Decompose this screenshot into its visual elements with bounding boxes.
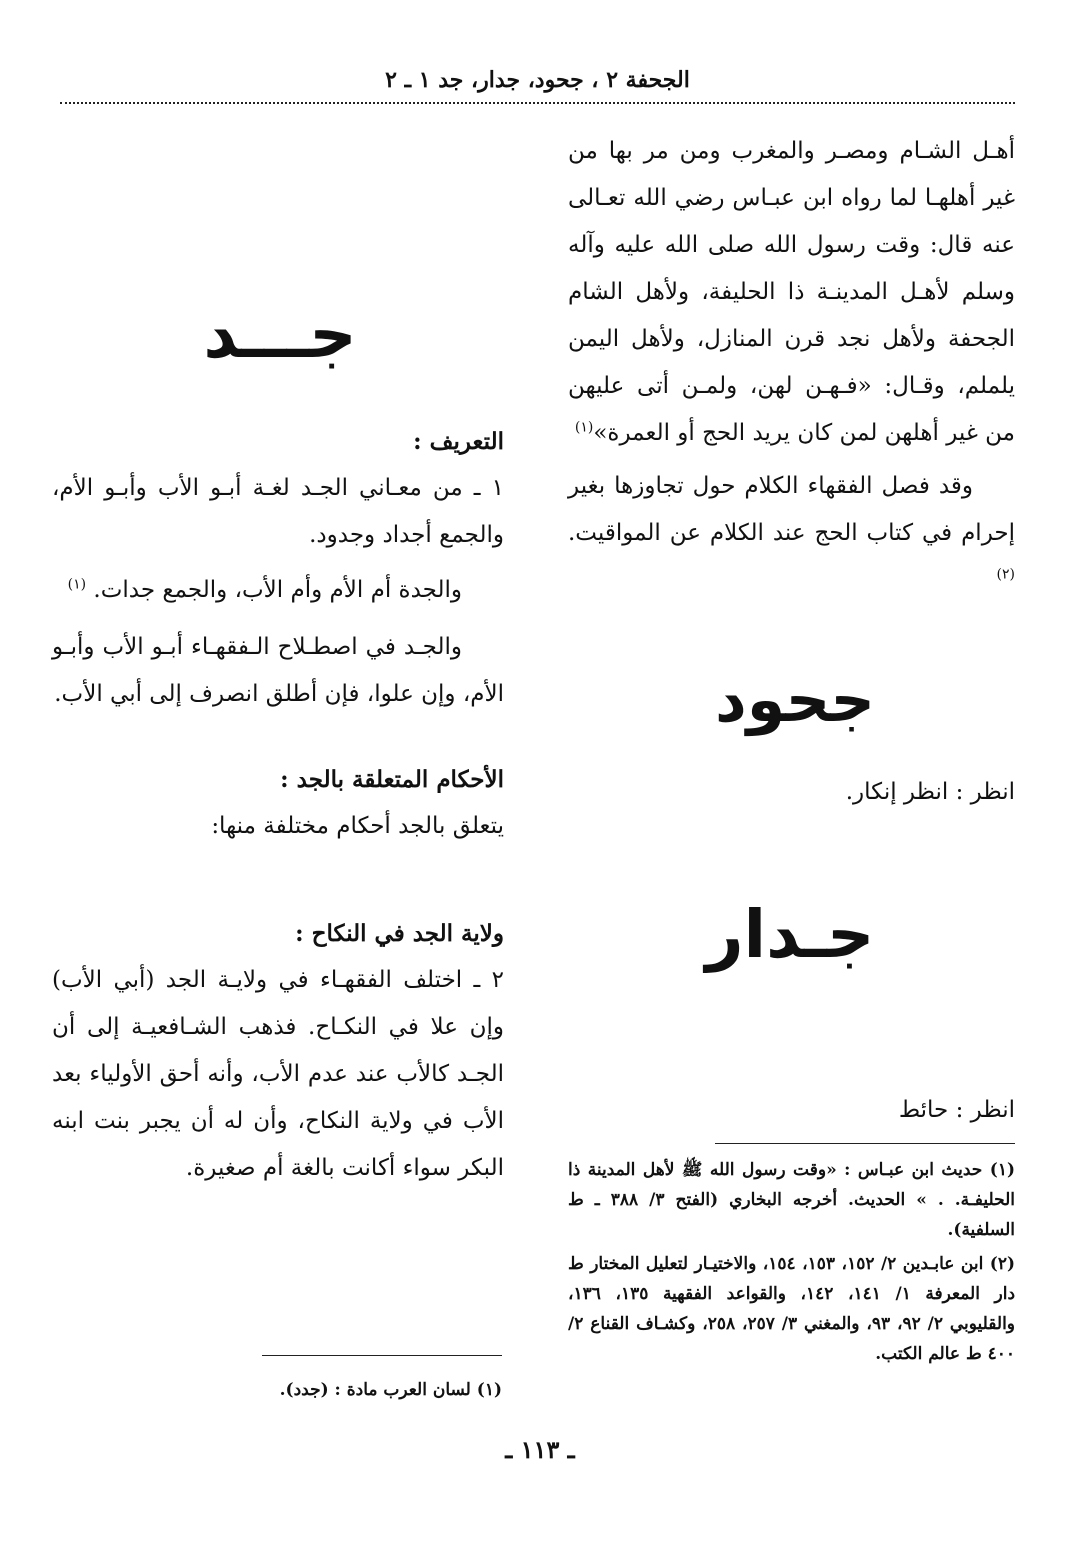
footnotes-left <box>262 1375 502 1409</box>
definition-paragraph-1: ١ ـ من معـاني الجـد لغـة أبـو الأب وأبـو الأم، والجمع أجداد وجدود. <box>52 475 504 548</box>
left-column <box>52 418 504 1192</box>
footnote-left-1: (١) لسان العرب مادة : (جدد). <box>279 1380 502 1400</box>
wilaya-heading: ولاية الجد في النكاح : <box>295 920 504 947</box>
right-paragraph-2-text: وقد فصل الفقهاء الكلام حول تجاوزها بغير إحرام في كتاب الحج عند الكلام عن المواقيت. <box>568 473 1015 546</box>
header-dotted-rule <box>60 102 1015 104</box>
definition-paragraph-2-text: والجدة أم الأم وأم الأب، والجمع جدات. <box>93 577 462 603</box>
footnote-rule-left <box>262 1355 502 1356</box>
definition-paragraph-2 <box>52 567 504 614</box>
right-paragraph-1-text: أهـل الشـام ومصـر والمغرب ومن مر بها من غير أهلهـا لما رواه ابن عبـاس رضي الله تعـالى عنه قال: وقت رسول الله صلى الله عليه وآله وسلم لأهـل المدينـة ذا الحليفة، ولأهل الشام الجحفة ولأهل نجد قرن المنازل، ولأهل اليمن يلملم، وقـال: «فـهـن لهن، ولمـن أتى عليهن من غير أهلهن لمن كان يريد الحج أو العمرة» <box>568 138 1015 446</box>
rulings-paragraph: يتعلق بالجد أحكام مختلفة منها: <box>211 813 504 839</box>
definition-heading: التعريف : <box>413 428 504 455</box>
footnotes-right <box>568 1155 1015 1373</box>
footnote-rule-right <box>715 1143 1015 1144</box>
footnote-2: (٢) ابن عابـدين ٢/ ١٥٢، ١٥٣، ١٥٤، والاختيـار لتعليل المختار ط دار المعرفة ١/ ١٤١، ١٤٢، والقواعد الفقهية ١٣٥، ١٣٦، والقليوبي ٢/ ٩٢، ٩٣، والمغني ٣/ ٢٥٧، ٢٥٨، وكشـاف القناع ٢/ ٤٠٠ ط عالم الكتب. <box>568 1254 1016 1364</box>
footnote-ref-2: (٢) <box>996 566 1015 583</box>
definition-paragraph-3: والجـد في اصطـلاح الـفقهـاء أبـو الأب وأبـو الأم، وإن علوا، فإن أطلق انصرف إلى أبي الأب. <box>52 634 504 707</box>
see-also-jidar: انظر : حائط <box>898 1097 1015 1123</box>
entry-title-jad: جـــد <box>203 296 357 373</box>
rulings-heading: الأحكام المتعلقة بالجد : <box>280 766 504 793</box>
right-column <box>568 128 1015 604</box>
right-paragraph-1 <box>568 128 1015 457</box>
see-also-jhud: انظر : انظر إنكار. <box>845 779 1015 805</box>
entry-title-jhud: جحود <box>714 663 876 736</box>
wilaya-paragraph: ٢ ـ اختلف الفقهـاء في ولايـة الجد (أبي الأب) وإن علا في النكـاح. فذهب الشـافعيـة إلى أن الجـد كالأب عند عدم الأب، وأنه أحق الأولياء بعد الأب في ولاية النكاح، وأن له أن يجبر بنت ابنه البكر سواء أكانت بالغة أم صغيرة. <box>52 967 504 1181</box>
page-number: ـ ١١٣ ـ <box>505 1435 575 1464</box>
footnote-ref-1: (١) <box>574 419 594 436</box>
running-header: الجحفة ٢ ، جحود، جدار، جد ١ ـ ٢ <box>385 67 690 93</box>
entry-title-jidar: جـدار <box>705 896 875 973</box>
footnote-ref-left-1: (١) <box>67 576 87 593</box>
footnote-1: (١) حديث ابن عبـاس : «وقت رسول الله ﷺ لأهل المدينة ذا الحليفـة. . » الحديث. أخرجه البخاري (الفتح ٣/ ٣٨٨ ـ ط السلفية). <box>568 1160 1015 1240</box>
right-paragraph-2 <box>568 463 1015 604</box>
